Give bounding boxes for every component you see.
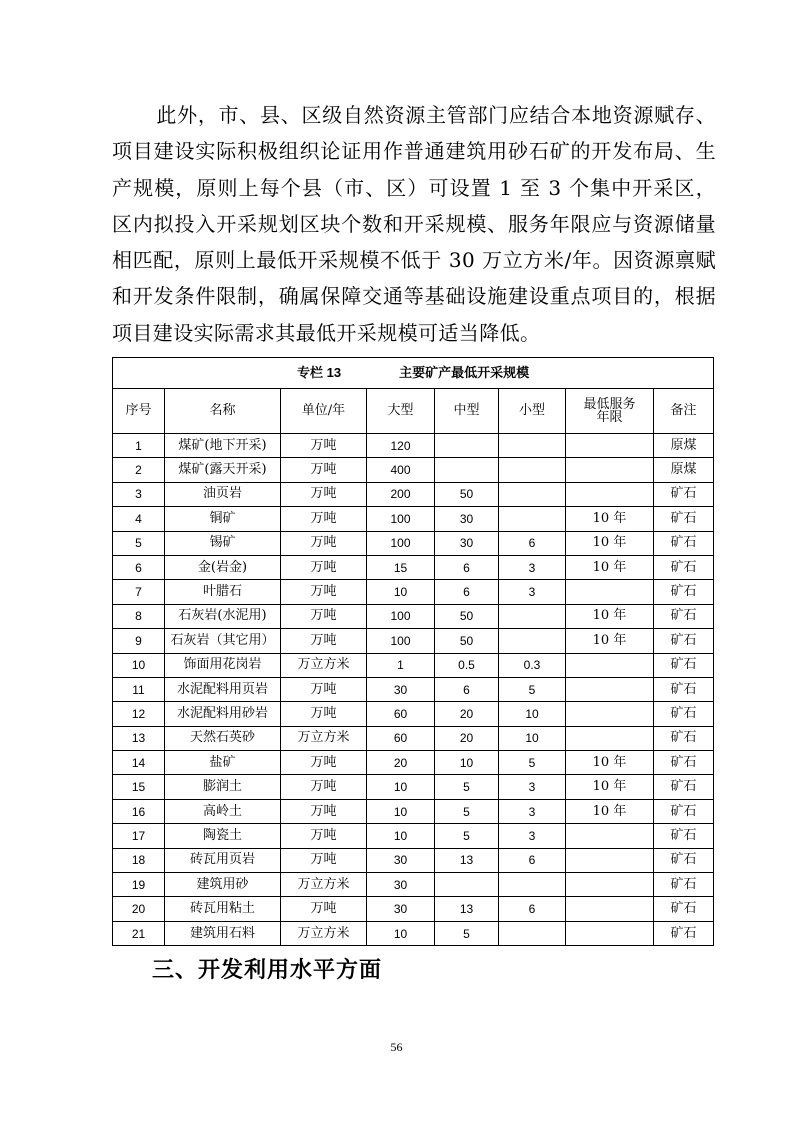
header-min-service-years-text: 最低服务年限 [583,397,636,425]
cell-min-service-years [566,482,654,506]
cell-min-service-years [566,580,654,604]
cell-medium: 50 [435,604,499,628]
cell-large: 60 [367,726,435,750]
cell-small [499,458,566,482]
cell-medium [435,873,499,897]
table-row [113,702,714,726]
caption-title: 主要矿产最低开采规模 [399,365,530,380]
cell-large: 10 [367,799,435,823]
cell-remark: 矿石 [654,507,714,531]
cell-min-service-years [566,702,654,726]
caption-label: 专栏 13 [297,365,342,380]
cell-name: 砖瓦用粘土 [165,897,281,921]
cell-small [499,507,566,531]
cell-min-service-years: 10 年 [566,555,654,579]
cell-unit: 万立方米 [281,653,367,677]
cell-index: 13 [113,726,165,750]
cell-index: 10 [113,653,165,677]
cell-name: 石灰岩(水泥用) [165,604,281,628]
cell-min-service-years: 10 年 [566,751,654,775]
cell-index: 3 [113,482,165,506]
table-row [113,921,714,945]
header-min-service-years [566,389,654,434]
cell-name: 煤矿(露天开采) [165,458,281,482]
cell-unit: 万吨 [281,799,367,823]
cell-large: 120 [367,434,435,458]
header-medium: 中型 [435,389,499,434]
cell-large: 10 [367,921,435,945]
cell-small: 6 [499,848,566,872]
table-row [113,531,714,555]
table-row [113,629,714,653]
table-row [113,507,714,531]
cell-remark: 矿石 [654,921,714,945]
cell-index: 1 [113,434,165,458]
header-name: 名称 [165,389,281,434]
cell-remark: 矿石 [654,555,714,579]
cell-name: 铜矿 [165,507,281,531]
cell-unit: 万吨 [281,677,367,701]
cell-remark: 矿石 [654,799,714,823]
cell-unit: 万立方米 [281,873,367,897]
cell-index: 6 [113,555,165,579]
cell-medium: 6 [435,677,499,701]
page-number: 56 [390,1040,403,1054]
cell-index: 20 [113,897,165,921]
cell-min-service-years: 10 年 [566,507,654,531]
cell-small: 3 [499,775,566,799]
table-row [113,580,714,604]
cell-small [499,629,566,653]
cell-medium: 6 [435,580,499,604]
cell-medium [435,434,499,458]
cell-min-service-years [566,726,654,750]
cell-large: 30 [367,897,435,921]
cell-small: 0.3 [499,653,566,677]
cell-remark: 原煤 [654,458,714,482]
cell-medium: 20 [435,702,499,726]
cell-min-service-years [566,921,654,945]
header-small: 小型 [499,389,566,434]
table-row [113,873,714,897]
cell-large: 15 [367,555,435,579]
section-heading: 三、开发利用水平方面 [152,958,383,983]
cell-unit: 万吨 [281,580,367,604]
table-row [113,555,714,579]
cell-unit: 万吨 [281,531,367,555]
cell-remark: 矿石 [654,604,714,628]
cell-remark: 矿石 [654,531,714,555]
cell-remark: 矿石 [654,702,714,726]
cell-name: 膨润土 [165,775,281,799]
cell-index: 17 [113,824,165,848]
cell-unit: 万立方米 [281,726,367,750]
cell-unit: 万吨 [281,604,367,628]
cell-large: 10 [367,775,435,799]
cell-min-service-years: 10 年 [566,799,654,823]
mineral-scale-table [112,357,714,946]
cell-medium: 13 [435,848,499,872]
paragraph-text: 此外，市、县、区级自然资源主管部门应结合本地资源赋存、项目建设实际积极组织论证用作普通建筑用砂石矿的开发布局、生产规模，原则上每个县（市、区）可设置 1 至 3 个集中开采区，区内拟投入开采规划区块个数和开采规模、服务年限应与资源储量相匹配，原则上最低开采规模不低于 30 万立方米/年。因资源禀赋和开发条件限制，确属保障交通等基础设施建设重点项目的，根据项目建设实际需求其最低开采规模可适当降低。 [112,103,716,345]
cell-remark: 矿石 [654,824,714,848]
table-row [113,751,714,775]
cell-name: 天然石英砂 [165,726,281,750]
table-row [113,458,714,482]
cell-min-service-years [566,434,654,458]
cell-medium: 30 [435,507,499,531]
cell-large: 100 [367,604,435,628]
cell-name: 陶瓷土 [165,824,281,848]
cell-remark: 原煤 [654,434,714,458]
cell-remark: 矿石 [654,897,714,921]
cell-unit: 万吨 [281,824,367,848]
cell-medium: 50 [435,629,499,653]
cell-medium: 13 [435,897,499,921]
cell-unit: 万吨 [281,751,367,775]
cell-unit: 万吨 [281,434,367,458]
cell-index: 4 [113,507,165,531]
cell-small: 10 [499,726,566,750]
cell-min-service-years: 10 年 [566,604,654,628]
table-row [113,799,714,823]
cell-medium: 5 [435,824,499,848]
cell-remark: 矿石 [654,677,714,701]
cell-remark: 矿石 [654,848,714,872]
cell-name: 油页岩 [165,482,281,506]
cell-large: 1 [367,653,435,677]
cell-index: 16 [113,799,165,823]
cell-name: 饰面用花岗岩 [165,653,281,677]
cell-small: 5 [499,751,566,775]
cell-unit: 万吨 [281,848,367,872]
table-caption [113,358,714,389]
cell-index: 15 [113,775,165,799]
table-row [113,824,714,848]
body-paragraph [112,97,716,351]
cell-name: 建筑用砂 [165,873,281,897]
cell-small: 3 [499,555,566,579]
cell-medium: 5 [435,799,499,823]
cell-remark: 矿石 [654,775,714,799]
cell-index: 12 [113,702,165,726]
table-header-row [113,389,714,434]
cell-small: 3 [499,799,566,823]
cell-medium: 30 [435,531,499,555]
cell-remark: 矿石 [654,751,714,775]
table-row [113,434,714,458]
cell-large: 100 [367,629,435,653]
cell-min-service-years [566,677,654,701]
cell-unit: 万吨 [281,897,367,921]
cell-medium: 6 [435,555,499,579]
cell-large: 200 [367,482,435,506]
cell-name: 建筑用石料 [165,921,281,945]
cell-medium: 50 [435,482,499,506]
header-remark: 备注 [654,389,714,434]
header-unit: 单位/年 [281,389,367,434]
cell-min-service-years [566,458,654,482]
cell-name: 水泥配料用页岩 [165,677,281,701]
cell-unit: 万吨 [281,702,367,726]
cell-name: 砖瓦用页岩 [165,848,281,872]
cell-unit: 万立方米 [281,921,367,945]
cell-remark: 矿石 [654,482,714,506]
cell-index: 7 [113,580,165,604]
cell-small: 10 [499,702,566,726]
cell-small [499,434,566,458]
cell-name: 高岭土 [165,799,281,823]
cell-unit: 万吨 [281,629,367,653]
cell-min-service-years [566,653,654,677]
cell-small: 3 [499,580,566,604]
cell-index: 14 [113,751,165,775]
cell-name: 叶腊石 [165,580,281,604]
cell-min-service-years: 10 年 [566,629,654,653]
cell-min-service-years: 10 年 [566,531,654,555]
table-row [113,848,714,872]
cell-min-service-years: 10 年 [566,775,654,799]
table-caption-row [113,358,714,389]
cell-unit: 万吨 [281,482,367,506]
header-index: 序号 [113,389,165,434]
cell-name: 盐矿 [165,751,281,775]
cell-medium: 5 [435,921,499,945]
cell-large: 100 [367,531,435,555]
table-row [113,775,714,799]
cell-min-service-years [566,848,654,872]
cell-remark: 矿石 [654,580,714,604]
cell-small [499,482,566,506]
cell-small: 6 [499,531,566,555]
cell-index: 2 [113,458,165,482]
cell-unit: 万吨 [281,507,367,531]
cell-remark: 矿石 [654,873,714,897]
cell-index: 8 [113,604,165,628]
cell-small: 3 [499,824,566,848]
cell-medium: 20 [435,726,499,750]
cell-large: 30 [367,873,435,897]
cell-name: 煤矿(地下开采) [165,434,281,458]
cell-unit: 万吨 [281,555,367,579]
cell-min-service-years [566,824,654,848]
cell-large: 20 [367,751,435,775]
cell-small [499,873,566,897]
table-row [113,897,714,921]
cell-index: 19 [113,873,165,897]
cell-index: 11 [113,677,165,701]
cell-remark: 矿石 [654,653,714,677]
cell-min-service-years [566,897,654,921]
cell-large: 10 [367,580,435,604]
cell-large: 30 [367,677,435,701]
cell-index: 9 [113,629,165,653]
cell-unit: 万吨 [281,458,367,482]
cell-large: 30 [367,848,435,872]
cell-min-service-years [566,873,654,897]
table-row [113,677,714,701]
cell-medium: 10 [435,751,499,775]
cell-name: 锡矿 [165,531,281,555]
cell-small: 6 [499,897,566,921]
cell-name: 金(岩金) [165,555,281,579]
cell-medium [435,458,499,482]
cell-name: 石灰岩（其它用） [165,629,281,653]
header-large: 大型 [367,389,435,434]
cell-index: 5 [113,531,165,555]
cell-large: 10 [367,824,435,848]
table-row [113,653,714,677]
cell-remark: 矿石 [654,629,714,653]
cell-medium: 5 [435,775,499,799]
cell-index: 18 [113,848,165,872]
cell-small [499,921,566,945]
cell-large: 100 [367,507,435,531]
table-row [113,604,714,628]
table-row [113,726,714,750]
cell-index: 21 [113,921,165,945]
cell-large: 60 [367,702,435,726]
cell-unit: 万吨 [281,775,367,799]
cell-large: 400 [367,458,435,482]
cell-small [499,604,566,628]
cell-name: 水泥配料用砂岩 [165,702,281,726]
cell-medium: 0.5 [435,653,499,677]
cell-remark: 矿石 [654,726,714,750]
table-row [113,482,714,506]
cell-small: 5 [499,677,566,701]
